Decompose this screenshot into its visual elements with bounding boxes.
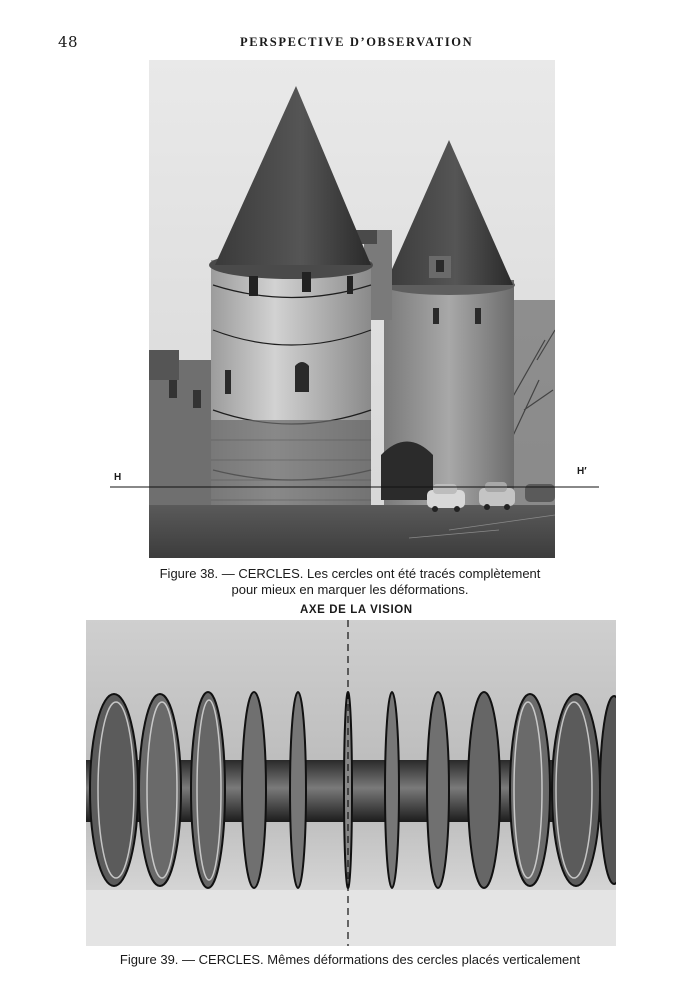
horizon-marker-right: H′	[577, 466, 587, 477]
horizon-line-left	[110, 486, 150, 488]
figure-38-caption-line-2: pour mieux en marquer les déformations.	[231, 582, 469, 597]
page-number: 48	[58, 33, 79, 51]
running-head: PERSPECTIVE D’OBSERVATION	[240, 35, 474, 49]
figure-39-caption: Figure 39. — CERCLES. Mêmes déformations des cercles placés verticalement	[119, 952, 581, 967]
figure-39-photo	[86, 620, 616, 946]
figure-38-photo	[149, 60, 555, 558]
axis-of-vision-label: AXE DE LA VISION	[300, 604, 413, 616]
horizon-line-right	[555, 486, 599, 488]
horizon-marker-left: H	[114, 472, 122, 483]
figure-38-caption-line-1: Figure 38. — CERCLES. Les cercles ont été tracés complètement	[159, 566, 541, 581]
